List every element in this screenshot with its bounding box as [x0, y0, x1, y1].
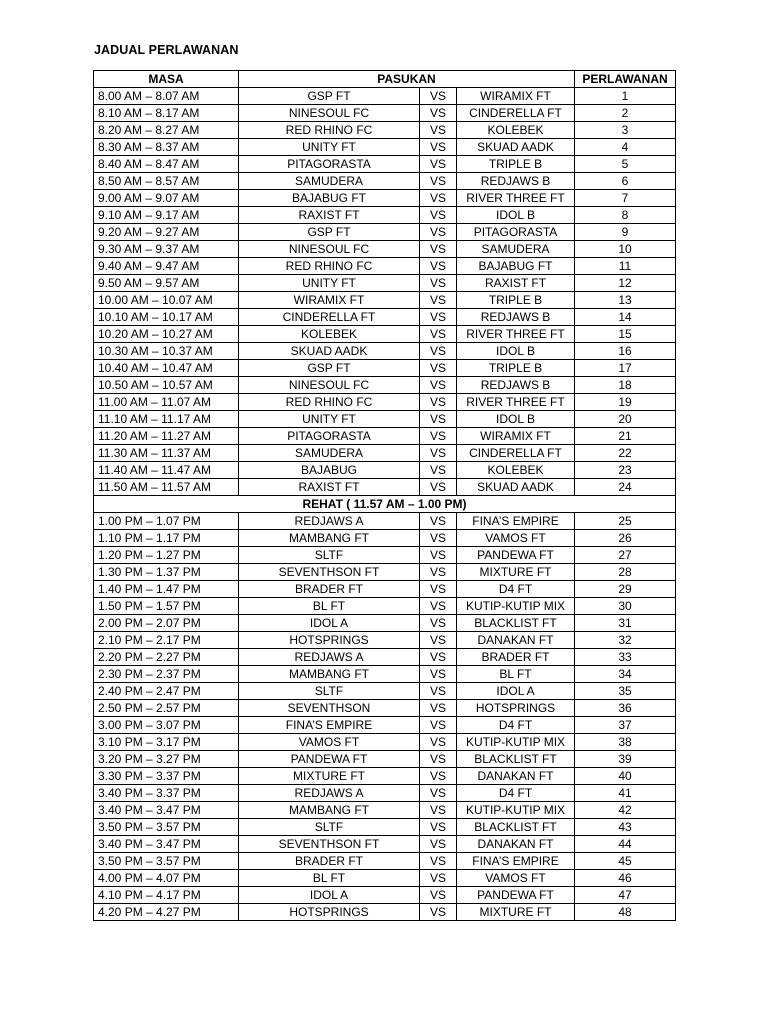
cell-team-home: PITAGORASTA — [239, 428, 420, 445]
cell-team-home: UNITY FT — [239, 275, 420, 292]
cell-team-away: RAXIST FT — [457, 275, 575, 292]
cell-masa: 9.00 AM – 9.07 AM — [94, 190, 239, 207]
match-schedule-table — [93, 70, 676, 921]
cell-vs: VS — [420, 700, 457, 717]
cell-team-away: DANAKAN FT — [457, 836, 575, 853]
cell-team-home: NINESOUL FC — [239, 241, 420, 258]
cell-masa: 3.50 PM – 3.57 PM — [94, 853, 239, 870]
cell-team-away: KUTIP-KUTIP MIX — [457, 598, 575, 615]
cell-team-home: GSP FT — [239, 360, 420, 377]
cell-team-away: KUTIP-KUTIP MIX — [457, 802, 575, 819]
cell-masa: 2.50 PM – 2.57 PM — [94, 700, 239, 717]
cell-masa: 9.40 AM – 9.47 AM — [94, 258, 239, 275]
cell-vs: VS — [420, 173, 457, 190]
cell-match-number: 19 — [575, 394, 676, 411]
table-row — [94, 377, 676, 394]
cell-team-home: MIXTURE FT — [239, 768, 420, 785]
cell-team-away: D4 FT — [457, 785, 575, 802]
cell-match-number: 26 — [575, 530, 676, 547]
cell-match-number: 5 — [575, 156, 676, 173]
cell-masa: 9.20 AM – 9.27 AM — [94, 224, 239, 241]
table-row — [94, 326, 676, 343]
cell-team-home: REDJAWS A — [239, 513, 420, 530]
table-row — [94, 887, 676, 904]
cell-masa: 4.10 PM – 4.17 PM — [94, 887, 239, 904]
break-row — [94, 496, 676, 513]
cell-team-away: TRIPLE B — [457, 292, 575, 309]
cell-match-number: 23 — [575, 462, 676, 479]
cell-masa: 11.30 AM – 11.37 AM — [94, 445, 239, 462]
cell-masa: 8.30 AM – 8.37 AM — [94, 139, 239, 156]
cell-match-number: 48 — [575, 904, 676, 921]
cell-team-away: SKUAD AADK — [457, 139, 575, 156]
cell-vs: VS — [420, 326, 457, 343]
table-row — [94, 513, 676, 530]
cell-vs: VS — [420, 649, 457, 666]
cell-team-home: SAMUDERA — [239, 445, 420, 462]
cell-match-number: 42 — [575, 802, 676, 819]
table-row — [94, 768, 676, 785]
table-row — [94, 411, 676, 428]
cell-team-home: WIRAMIX FT — [239, 292, 420, 309]
table-row — [94, 853, 676, 870]
cell-match-number: 12 — [575, 275, 676, 292]
table-row — [94, 156, 676, 173]
break-label: REHAT ( 11.57 AM – 1.00 PM) — [94, 496, 676, 513]
cell-match-number: 33 — [575, 649, 676, 666]
cell-team-home: PITAGORASTA — [239, 156, 420, 173]
cell-masa: 10.40 AM – 10.47 AM — [94, 360, 239, 377]
cell-team-away: KOLEBEK — [457, 122, 575, 139]
cell-vs: VS — [420, 88, 457, 105]
cell-team-away: IDOL B — [457, 411, 575, 428]
cell-match-number: 36 — [575, 700, 676, 717]
cell-team-home: SEVENTHSON — [239, 700, 420, 717]
cell-masa: 1.00 PM – 1.07 PM — [94, 513, 239, 530]
cell-masa: 3.40 PM – 3.47 PM — [94, 802, 239, 819]
cell-masa: 2.00 PM – 2.07 PM — [94, 615, 239, 632]
cell-team-home: RED RHINO FC — [239, 122, 420, 139]
cell-team-home: UNITY FT — [239, 411, 420, 428]
cell-team-away: BLACKLIST FT — [457, 615, 575, 632]
cell-vs: VS — [420, 785, 457, 802]
header-perlawanan: PERLAWANAN — [575, 71, 676, 88]
cell-match-number: 38 — [575, 734, 676, 751]
document-title: JADUAL PERLAWANAN — [94, 43, 239, 57]
cell-team-away: RIVER THREE FT — [457, 326, 575, 343]
table-row — [94, 343, 676, 360]
table-row — [94, 666, 676, 683]
table-row — [94, 105, 676, 122]
cell-masa: 3.50 PM – 3.57 PM — [94, 819, 239, 836]
cell-masa: 1.20 PM – 1.27 PM — [94, 547, 239, 564]
cell-team-home: MAMBANG FT — [239, 666, 420, 683]
table-row — [94, 173, 676, 190]
cell-team-away: REDJAWS B — [457, 309, 575, 326]
cell-masa: 8.00 AM – 8.07 AM — [94, 88, 239, 105]
cell-match-number: 40 — [575, 768, 676, 785]
cell-vs: VS — [420, 156, 457, 173]
cell-team-home: BL FT — [239, 870, 420, 887]
cell-match-number: 21 — [575, 428, 676, 445]
cell-match-number: 14 — [575, 309, 676, 326]
table-row — [94, 530, 676, 547]
table-body — [94, 88, 676, 921]
cell-team-home: IDOL A — [239, 615, 420, 632]
cell-team-away: BLACKLIST FT — [457, 819, 575, 836]
cell-team-away: PANDEWA FT — [457, 887, 575, 904]
cell-masa: 1.50 PM – 1.57 PM — [94, 598, 239, 615]
cell-team-home: UNITY FT — [239, 139, 420, 156]
cell-match-number: 32 — [575, 632, 676, 649]
cell-team-away: PITAGORASTA — [457, 224, 575, 241]
cell-team-away: BLACKLIST FT — [457, 751, 575, 768]
cell-team-away: HOTSPRINGS — [457, 700, 575, 717]
cell-vs: VS — [420, 139, 457, 156]
cell-vs: VS — [420, 683, 457, 700]
table-row — [94, 751, 676, 768]
cell-team-home: FINA’S EMPIRE — [239, 717, 420, 734]
cell-match-number: 15 — [575, 326, 676, 343]
cell-team-away: D4 FT — [457, 717, 575, 734]
table-row — [94, 258, 676, 275]
cell-masa: 3.00 PM – 3.07 PM — [94, 717, 239, 734]
cell-match-number: 27 — [575, 547, 676, 564]
cell-team-away: WIRAMIX FT — [457, 88, 575, 105]
table-row — [94, 88, 676, 105]
cell-masa: 9.50 AM – 9.57 AM — [94, 275, 239, 292]
table-row — [94, 292, 676, 309]
cell-team-away: KOLEBEK — [457, 462, 575, 479]
cell-masa: 3.30 PM – 3.37 PM — [94, 768, 239, 785]
cell-masa: 3.20 PM – 3.27 PM — [94, 751, 239, 768]
cell-team-away: BRADER FT — [457, 649, 575, 666]
cell-team-away: PANDEWA FT — [457, 547, 575, 564]
table-row — [94, 870, 676, 887]
cell-team-home: SLTF — [239, 819, 420, 836]
cell-match-number: 35 — [575, 683, 676, 700]
cell-masa: 8.40 AM – 8.47 AM — [94, 156, 239, 173]
table-row — [94, 207, 676, 224]
cell-team-away: REDJAWS B — [457, 377, 575, 394]
cell-vs: VS — [420, 513, 457, 530]
cell-team-home: SKUAD AADK — [239, 343, 420, 360]
table-row — [94, 785, 676, 802]
header-masa: MASA — [94, 71, 239, 88]
cell-match-number: 46 — [575, 870, 676, 887]
cell-team-home: PANDEWA FT — [239, 751, 420, 768]
cell-vs: VS — [420, 802, 457, 819]
cell-vs: VS — [420, 428, 457, 445]
cell-team-away: KUTIP-KUTIP MIX — [457, 734, 575, 751]
table-row — [94, 581, 676, 598]
cell-team-away: VAMOS FT — [457, 870, 575, 887]
cell-match-number: 6 — [575, 173, 676, 190]
cell-match-number: 28 — [575, 564, 676, 581]
table-row — [94, 139, 676, 156]
cell-team-home: IDOL A — [239, 887, 420, 904]
cell-vs: VS — [420, 819, 457, 836]
cell-masa: 10.20 AM – 10.27 AM — [94, 326, 239, 343]
cell-match-number: 13 — [575, 292, 676, 309]
cell-masa: 2.40 PM – 2.47 PM — [94, 683, 239, 700]
cell-team-home: RAXIST FT — [239, 207, 420, 224]
cell-vs: VS — [420, 836, 457, 853]
cell-vs: VS — [420, 717, 457, 734]
cell-masa: 4.00 PM – 4.07 PM — [94, 870, 239, 887]
cell-team-home: SEVENTHSON FT — [239, 564, 420, 581]
cell-masa: 1.40 PM – 1.47 PM — [94, 581, 239, 598]
cell-team-away: SKUAD AADK — [457, 479, 575, 496]
cell-team-home: GSP FT — [239, 88, 420, 105]
cell-masa: 1.10 PM – 1.17 PM — [94, 530, 239, 547]
cell-vs: VS — [420, 207, 457, 224]
cell-team-home: REDJAWS A — [239, 649, 420, 666]
cell-team-away: FINA’S EMPIRE — [457, 513, 575, 530]
cell-team-home: HOTSPRINGS — [239, 632, 420, 649]
cell-masa: 10.00 AM – 10.07 AM — [94, 292, 239, 309]
cell-team-home: KOLEBEK — [239, 326, 420, 343]
cell-vs: VS — [420, 241, 457, 258]
cell-match-number: 2 — [575, 105, 676, 122]
cell-vs: VS — [420, 598, 457, 615]
cell-team-away: IDOL A — [457, 683, 575, 700]
cell-team-away: RIVER THREE FT — [457, 190, 575, 207]
cell-vs: VS — [420, 411, 457, 428]
cell-match-number: 17 — [575, 360, 676, 377]
cell-vs: VS — [420, 666, 457, 683]
cell-masa: 11.00 AM – 11.07 AM — [94, 394, 239, 411]
cell-masa: 11.20 AM – 11.27 AM — [94, 428, 239, 445]
cell-team-away: TRIPLE B — [457, 156, 575, 173]
table-row — [94, 632, 676, 649]
cell-team-away: REDJAWS B — [457, 173, 575, 190]
table-row — [94, 904, 676, 921]
cell-match-number: 37 — [575, 717, 676, 734]
cell-vs: VS — [420, 547, 457, 564]
table-row — [94, 802, 676, 819]
cell-masa: 8.20 AM – 8.27 AM — [94, 122, 239, 139]
table-row — [94, 598, 676, 615]
cell-masa: 9.30 AM – 9.37 AM — [94, 241, 239, 258]
cell-vs: VS — [420, 275, 457, 292]
cell-team-home: RED RHINO FC — [239, 394, 420, 411]
table-row — [94, 275, 676, 292]
cell-match-number: 31 — [575, 615, 676, 632]
cell-match-number: 11 — [575, 258, 676, 275]
cell-vs: VS — [420, 377, 457, 394]
cell-masa: 3.40 PM – 3.47 PM — [94, 836, 239, 853]
cell-team-home: MAMBANG FT — [239, 530, 420, 547]
cell-team-home: BL FT — [239, 598, 420, 615]
cell-match-number: 29 — [575, 581, 676, 598]
cell-team-away: DANAKAN FT — [457, 768, 575, 785]
cell-team-home: BAJABUG FT — [239, 190, 420, 207]
cell-team-away: TRIPLE B — [457, 360, 575, 377]
cell-masa: 2.30 PM – 2.37 PM — [94, 666, 239, 683]
cell-match-number: 22 — [575, 445, 676, 462]
cell-team-home: SAMUDERA — [239, 173, 420, 190]
cell-masa: 2.20 PM – 2.27 PM — [94, 649, 239, 666]
cell-team-away: VAMOS FT — [457, 530, 575, 547]
cell-match-number: 44 — [575, 836, 676, 853]
cell-masa: 8.50 AM – 8.57 AM — [94, 173, 239, 190]
cell-team-home: CINDERELLA FT — [239, 309, 420, 326]
table-row — [94, 224, 676, 241]
cell-vs: VS — [420, 105, 457, 122]
table-row — [94, 479, 676, 496]
cell-team-away: BAJABUG FT — [457, 258, 575, 275]
cell-match-number: 8 — [575, 207, 676, 224]
table-row — [94, 445, 676, 462]
cell-match-number: 1 — [575, 88, 676, 105]
table-header-row — [94, 71, 676, 88]
table-row — [94, 564, 676, 581]
cell-vs: VS — [420, 360, 457, 377]
cell-team-away: IDOL B — [457, 207, 575, 224]
cell-vs: VS — [420, 615, 457, 632]
cell-match-number: 25 — [575, 513, 676, 530]
cell-vs: VS — [420, 853, 457, 870]
table-row — [94, 241, 676, 258]
cell-team-home: RED RHINO FC — [239, 258, 420, 275]
cell-masa: 10.30 AM – 10.37 AM — [94, 343, 239, 360]
cell-team-home: NINESOUL FC — [239, 377, 420, 394]
cell-team-away: DANAKAN FT — [457, 632, 575, 649]
cell-masa: 11.10 AM – 11.17 AM — [94, 411, 239, 428]
cell-team-home: MAMBANG FT — [239, 802, 420, 819]
cell-vs: VS — [420, 887, 457, 904]
cell-team-home: SEVENTHSON FT — [239, 836, 420, 853]
table-row — [94, 615, 676, 632]
cell-vs: VS — [420, 768, 457, 785]
cell-team-home: BAJABUG — [239, 462, 420, 479]
cell-vs: VS — [420, 530, 457, 547]
cell-vs: VS — [420, 394, 457, 411]
cell-masa: 11.50 AM – 11.57 AM — [94, 479, 239, 496]
cell-match-number: 47 — [575, 887, 676, 904]
cell-match-number: 7 — [575, 190, 676, 207]
cell-vs: VS — [420, 309, 457, 326]
cell-vs: VS — [420, 904, 457, 921]
cell-team-home: NINESOUL FC — [239, 105, 420, 122]
table-row — [94, 462, 676, 479]
cell-masa: 2.10 PM – 2.17 PM — [94, 632, 239, 649]
cell-team-away: CINDERELLA FT — [457, 445, 575, 462]
table-row — [94, 394, 676, 411]
cell-vs: VS — [420, 751, 457, 768]
cell-match-number: 9 — [575, 224, 676, 241]
cell-team-away: D4 FT — [457, 581, 575, 598]
cell-match-number: 43 — [575, 819, 676, 836]
table-row — [94, 190, 676, 207]
cell-match-number: 41 — [575, 785, 676, 802]
table-row — [94, 122, 676, 139]
table-row — [94, 428, 676, 445]
cell-team-home: REDJAWS A — [239, 785, 420, 802]
cell-masa: 9.10 AM – 9.17 AM — [94, 207, 239, 224]
cell-vs: VS — [420, 632, 457, 649]
cell-team-home: RAXIST FT — [239, 479, 420, 496]
cell-vs: VS — [420, 292, 457, 309]
cell-vs: VS — [420, 479, 457, 496]
cell-match-number: 10 — [575, 241, 676, 258]
table-row — [94, 649, 676, 666]
cell-team-home: BRADER FT — [239, 581, 420, 598]
table-row — [94, 700, 676, 717]
table-row — [94, 309, 676, 326]
table-row — [94, 547, 676, 564]
cell-masa: 10.10 AM – 10.17 AM — [94, 309, 239, 326]
cell-team-away: RIVER THREE FT — [457, 394, 575, 411]
cell-vs: VS — [420, 462, 457, 479]
cell-match-number: 4 — [575, 139, 676, 156]
cell-vs: VS — [420, 445, 457, 462]
cell-match-number: 39 — [575, 751, 676, 768]
table-row — [94, 683, 676, 700]
cell-match-number: 45 — [575, 853, 676, 870]
cell-match-number: 24 — [575, 479, 676, 496]
cell-match-number: 18 — [575, 377, 676, 394]
header-pasukan: PASUKAN — [239, 71, 575, 88]
cell-vs: VS — [420, 224, 457, 241]
cell-team-home: SLTF — [239, 547, 420, 564]
cell-match-number: 20 — [575, 411, 676, 428]
cell-team-away: BL FT — [457, 666, 575, 683]
cell-vs: VS — [420, 870, 457, 887]
cell-masa: 4.20 PM – 4.27 PM — [94, 904, 239, 921]
cell-vs: VS — [420, 564, 457, 581]
cell-team-home: VAMOS FT — [239, 734, 420, 751]
cell-masa: 3.40 PM – 3.37 PM — [94, 785, 239, 802]
cell-masa: 1.30 PM – 1.37 PM — [94, 564, 239, 581]
cell-vs: VS — [420, 122, 457, 139]
cell-vs: VS — [420, 343, 457, 360]
cell-masa: 10.50 AM – 10.57 AM — [94, 377, 239, 394]
cell-vs: VS — [420, 581, 457, 598]
cell-team-away: MIXTURE FT — [457, 904, 575, 921]
cell-team-away: SAMUDERA — [457, 241, 575, 258]
cell-match-number: 3 — [575, 122, 676, 139]
cell-vs: VS — [420, 258, 457, 275]
cell-vs: VS — [420, 734, 457, 751]
cell-masa: 8.10 AM – 8.17 AM — [94, 105, 239, 122]
cell-team-away: CINDERELLA FT — [457, 105, 575, 122]
table-row — [94, 360, 676, 377]
cell-match-number: 34 — [575, 666, 676, 683]
table-row — [94, 717, 676, 734]
table-row — [94, 819, 676, 836]
cell-match-number: 16 — [575, 343, 676, 360]
cell-team-home: BRADER FT — [239, 853, 420, 870]
cell-team-home: HOTSPRINGS — [239, 904, 420, 921]
cell-match-number: 30 — [575, 598, 676, 615]
cell-team-home: SLTF — [239, 683, 420, 700]
cell-team-away: IDOL B — [457, 343, 575, 360]
cell-team-home: GSP FT — [239, 224, 420, 241]
table-row — [94, 734, 676, 751]
cell-team-away: WIRAMIX FT — [457, 428, 575, 445]
cell-team-away: MIXTURE FT — [457, 564, 575, 581]
cell-masa: 11.40 AM – 11.47 AM — [94, 462, 239, 479]
cell-vs: VS — [420, 190, 457, 207]
cell-masa: 3.10 PM – 3.17 PM — [94, 734, 239, 751]
cell-team-away: FINA’S EMPIRE — [457, 853, 575, 870]
table-row — [94, 836, 676, 853]
